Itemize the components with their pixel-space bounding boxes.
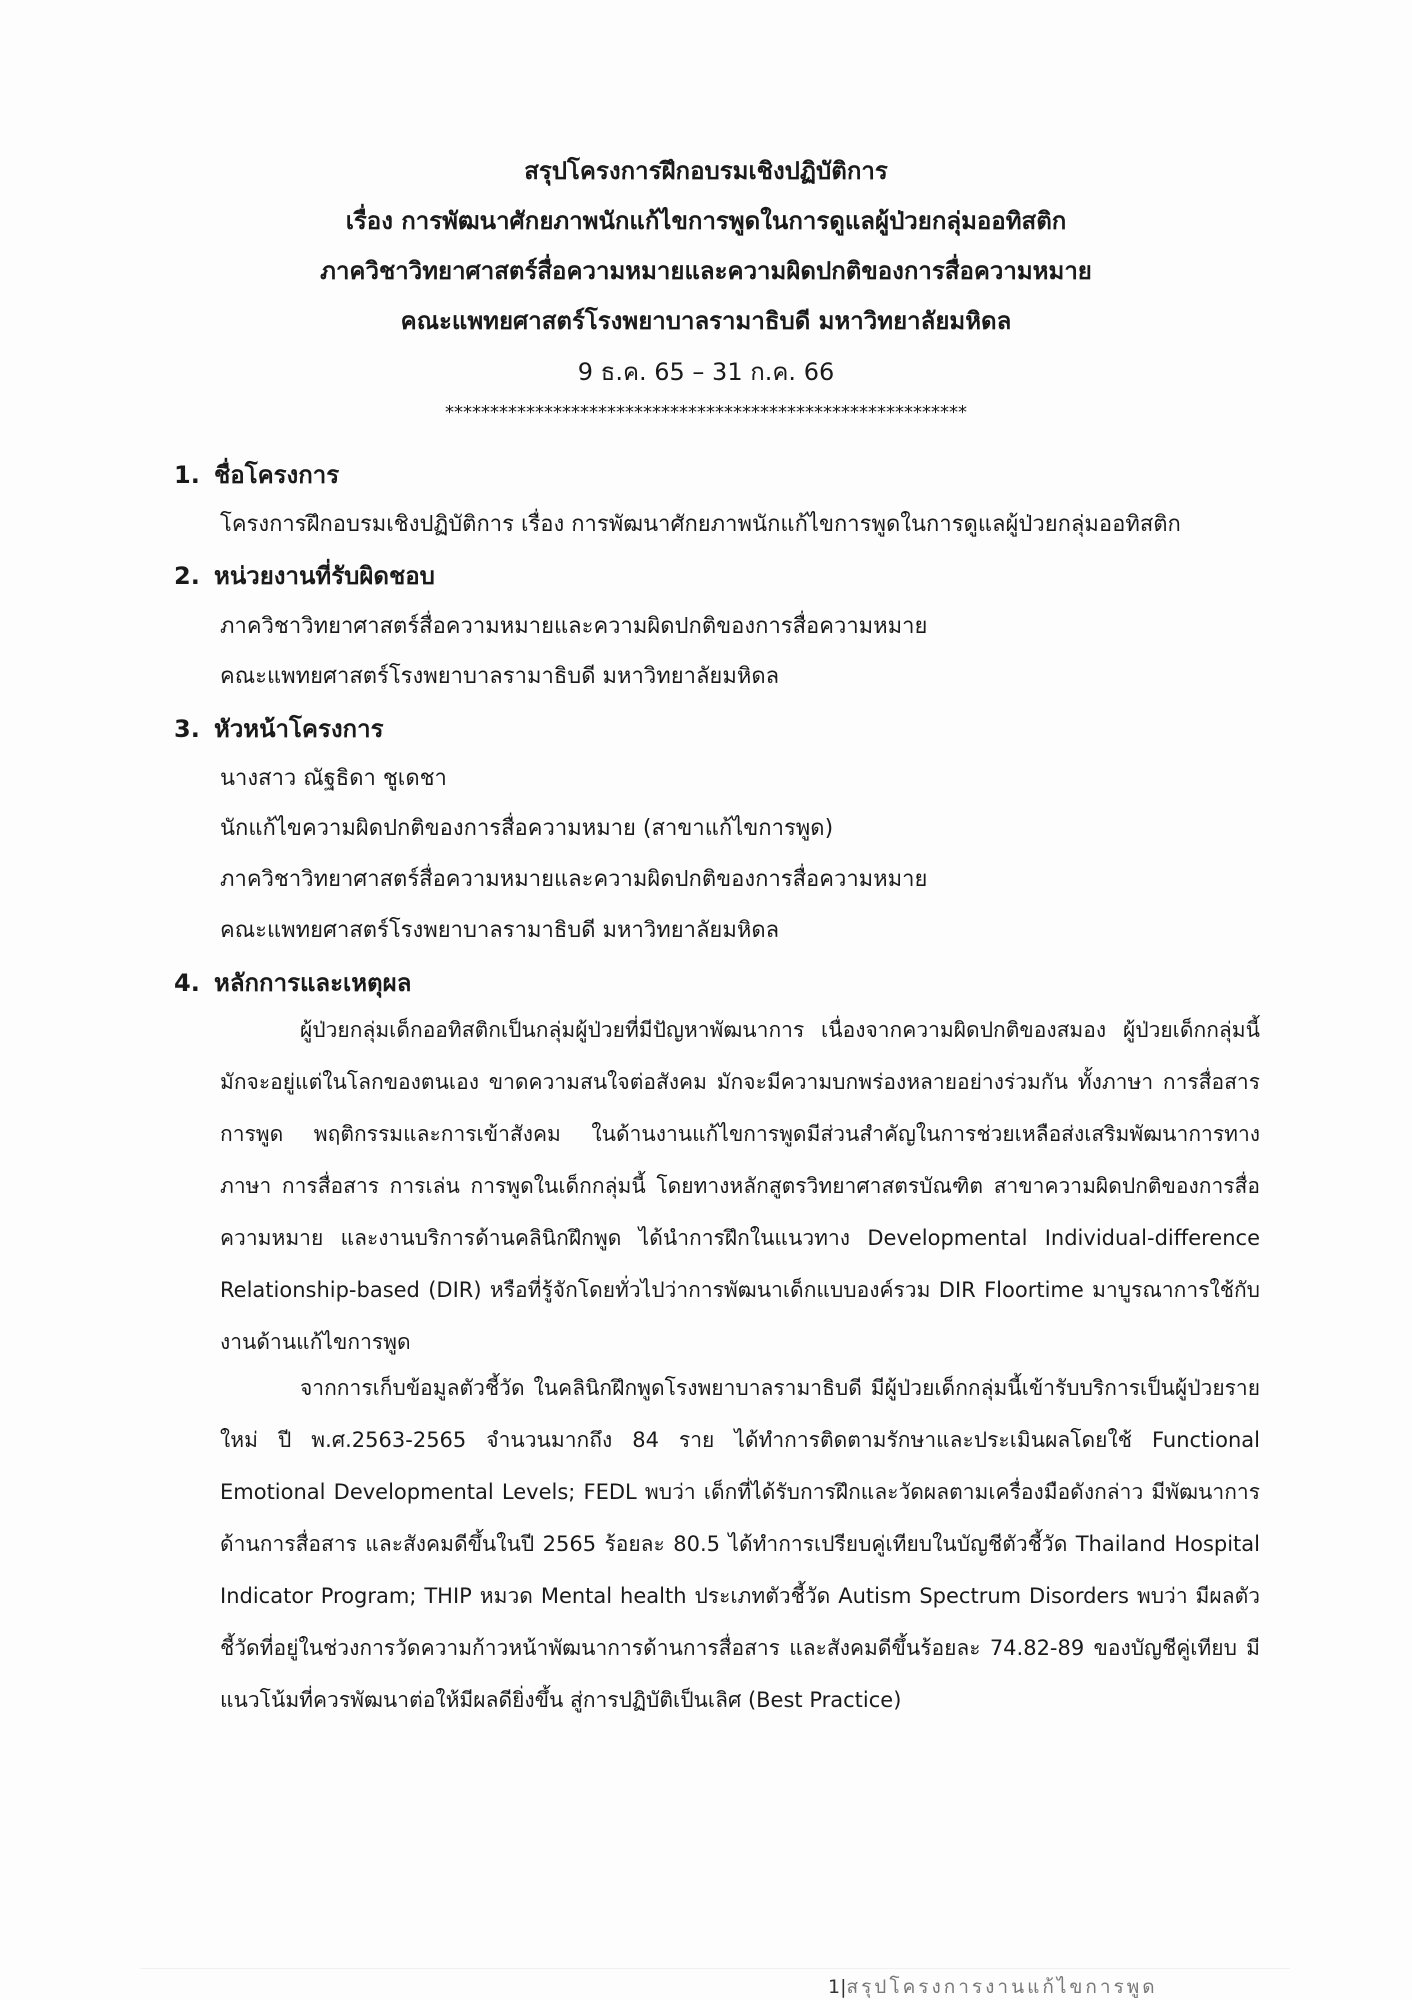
section-3-line: คณะแพทยศาสตร์โรงพยาบาลรามาธิบดี มหาวิทยาลัยมหิดล: [220, 918, 780, 943]
footer-divider: [140, 1968, 1290, 1969]
header-department: ภาควิชาวิทยาศาสตร์สื่อความหมายและความผิดปกติของการสื่อความหมาย: [320, 257, 1092, 285]
section-4-paragraph: ผู้ป่วยกลุ่มเด็กออทิสติกเป็นกลุ่มผู้ป่วยที่มีปัญหาพัฒนาการ เนื่องจากความผิดปกติของสมอง ผู้ป่วยเด็กกลุ่มนี้มักจะอยู่แต่ในโลกของตนเอง ขาดความสนใจต่อสังคม มักจะมีความบกพร่องหลายอย่างร่วมกัน ทั้งภาษา การสื่อสาร การพูด พฤติกรรมและการเข้าสังคม ในด้านงานแก้ไขการพูดมีส่วนสำคัญในการช่วยเหลือส่งเสริมพัฒนาการทางภาษา การสื่อสาร การเล่น การพูดในเด็กกลุ่มนี้ โดยทางหลักสูตรวิทยาศาสตรบัณฑิต สาขาความผิดปกติของการสื่อความหมาย และงานบริการด้านคลินิกฝึกพูด ได้นำการฝึกในแนวทาง Developmental Individual-difference Relationship-based (DIR) หรือที่รู้จักโดยทั่วไปว่าการพัฒนาเด็กแบบองค์รวม DIR Floortime มาบูรณาการใช้กับงานด้านแก้ไขการพูด: [220, 1018, 1260, 1354]
section-2-line: คณะแพทยศาสตร์โรงพยาบาลรามาธิบดี มหาวิทยาลัยมหิดล: [220, 664, 780, 689]
header-subject: เรื่อง การพัฒนาศักยภาพนักแก้ไขการพูดในการดูแลผู้ป่วยกลุ่มออทิสติก: [345, 207, 1067, 235]
section-1-line: โครงการฝึกอบรมเชิงปฏิบัติการ เรื่อง การพัฒนาศักยภาพนักแก้ไขการพูดในการดูแลผู้ป่วยกลุ่มออทิสติก: [220, 512, 1181, 537]
section-title: ชื่อโครงการ: [214, 461, 340, 489]
section-number: 4.: [174, 969, 200, 997]
section-3-line: ภาควิชาวิทยาศาสตร์สื่อความหมายและความผิดปกติของการสื่อความหมาย: [220, 867, 928, 892]
page-number: 1|: [828, 1976, 847, 1998]
section-3-line: นักแก้ไขความผิดปกติของการสื่อความหมาย (สาขาแก้ไขการพูด): [220, 816, 834, 841]
section-number: 3.: [174, 715, 200, 743]
section-3-line: นางสาว ณัฐธิดา ชูเดชา: [220, 766, 447, 791]
section-title: หลักการและเหตุผล: [214, 969, 412, 997]
section-1-heading: [174, 458, 339, 492]
header-faculty: คณะแพทยศาสตร์โรงพยาบาลรามาธิบดี มหาวิทยาลัยมหิดล: [400, 307, 1012, 335]
section-2-line: ภาควิชาวิทยาศาสตร์สื่อความหมายและความผิดปกติของการสื่อความหมาย: [220, 614, 928, 639]
header-title: สรุปโครงการฝึกอบรมเชิงปฏิบัติการ: [524, 157, 888, 185]
section-3-heading: [174, 712, 383, 746]
section-number: 1.: [174, 461, 200, 489]
header-date: 9 ธ.ค. 65 – 31 ก.ค. 66: [577, 358, 835, 386]
section-4-heading: [174, 966, 411, 1000]
section-title: หน่วยงานที่รับผิดชอบ: [214, 562, 435, 590]
section-title: หัวหน้าโครงการ: [214, 715, 384, 743]
section-number: 2.: [174, 562, 200, 590]
running-title: สรุปโครงการงานแก้ไขการพูด: [846, 1976, 1158, 1998]
section-4-paragraph: จากการเก็บข้อมูลตัวชี้วัด ในคลินิกฝึกพูดโรงพยาบาลรามาธิบดี มีผู้ป่วยเด็กกลุ่มนี้เข้ารับบริการเป็นผู้ป่วยรายใหม่ ปี พ.ศ.2563-2565 จำนวนมากถึง 84 ราย ได้ทำการติดตามรักษาและประเมินผลโดยใช้ Functional Emotional Developmental Levels; FEDL พบว่า เด็กที่ได้รับการฝึกและวัดผลตามเครื่องมือดังกล่าว มีพัฒนาการด้านการสื่อสาร และสังคมดีขึ้นในปี 2565 ร้อยละ 80.5 ได้ทำการเปรียบคู่เทียบในบัญชีตัวชี้วัด Thailand Hospital Indicator Program; THIP หมวด Mental health ประเภทตัวชี้วัด Autism Spectrum Disorders พบว่า มีผลตัวชี้วัดที่อยู่ในช่วงการวัดความก้าวหน้าพัฒนาการด้านการสื่อสาร และสังคมดีขึ้นร้อยละ 74.82-89 ของบัญชีคู่เทียบ มีแนวโน้มที่ควรพัฒนาต่อให้มีผลดียิ่งขึ้น สู่การปฏิบัติเป็นเลิศ (Best Practice): [220, 1376, 1260, 1712]
section-2-heading: [174, 559, 435, 593]
header-separator: **********************************************************: [445, 402, 967, 423]
page-footer: [828, 1974, 1158, 2000]
document-header: [0, 146, 1412, 426]
